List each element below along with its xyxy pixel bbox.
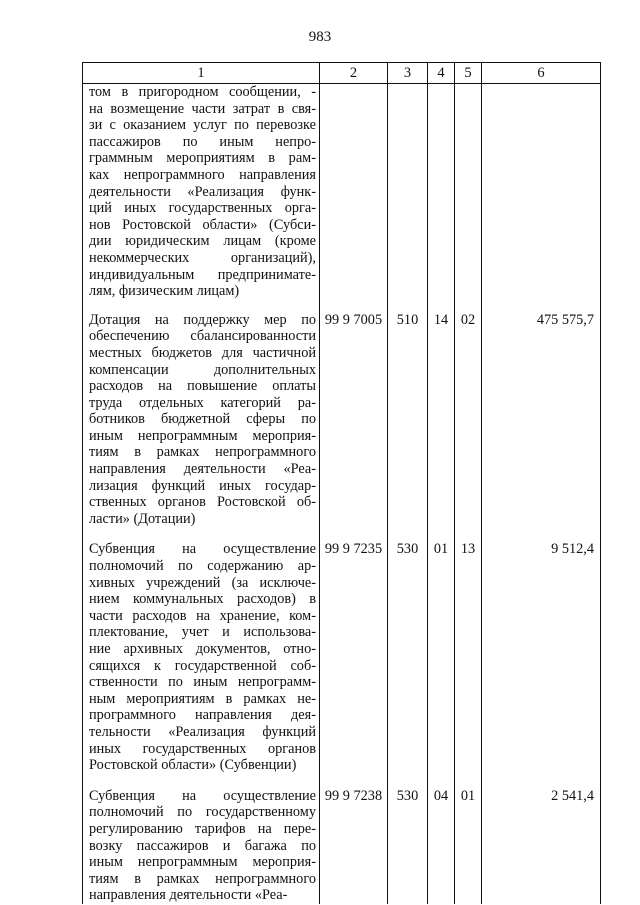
row-amount: 475 575,7	[482, 306, 601, 536]
description-line: регулированию тарифов на пере-	[89, 820, 316, 837]
description-line: тельности «Реализация функций	[89, 723, 316, 740]
description-line: ций иных государственных орга-	[89, 200, 316, 217]
row-col-4: 01	[428, 535, 455, 781]
description-line: зи с оказанием услуг по перевозке	[89, 117, 316, 134]
description-line: плектование, учет и использова-	[89, 624, 316, 641]
description-line: ние архивных документов, отно-	[89, 641, 316, 657]
row-amount: 2 541,4	[482, 782, 601, 904]
description-line: иных государственных органов	[89, 740, 316, 757]
row-col-3: 510	[388, 306, 428, 536]
description-line: труда отдельных категорий ра-	[89, 394, 316, 411]
description-line: сящихся к государственной соб-	[89, 657, 316, 674]
row-col-5: 13	[455, 535, 482, 781]
header-col-2: 2	[320, 63, 388, 84]
description-line: ственности по иным непрограмм-	[89, 674, 316, 691]
row-amount: 9 512,4	[482, 535, 601, 781]
description-line: Дотация на поддержку мер по	[89, 311, 316, 328]
row-col-5: 01	[455, 782, 482, 904]
description-line: хивных учреждений (за исключе-	[89, 574, 316, 591]
description-line: расходов на повышение оплаты	[89, 378, 316, 395]
row-col-3: 530	[388, 782, 428, 904]
row-description	[83, 782, 320, 904]
row-description	[83, 84, 320, 306]
description-line: нием коммунальных расходов) в	[89, 591, 316, 608]
description-line: ственных органов Ростовской об-	[89, 494, 316, 511]
description-line: том в пригородном сообщении, -	[89, 84, 316, 100]
description-line: местных бюджетов для частичной	[89, 344, 316, 361]
description-line: направления деятельности «Реа-	[89, 887, 288, 904]
row-col-3: 530	[388, 535, 428, 781]
description-line: возку пассажиров и багажа по	[89, 837, 316, 854]
header-col-1: 1	[83, 63, 320, 84]
description-line: полномочий по содержанию ар-	[89, 558, 316, 575]
table-row	[83, 84, 601, 306]
description-line: на возмещение части затрат в свя-	[89, 100, 316, 117]
budget-table	[82, 62, 601, 904]
row-code	[320, 84, 388, 306]
row-col-4: 04	[428, 782, 455, 904]
table-row	[83, 306, 601, 536]
description-line: иным непрограммным мероприя-	[89, 427, 316, 444]
description-line: лям, физическим лицам)	[89, 283, 240, 300]
row-col-3	[388, 84, 428, 306]
description-line: направления деятельности «Реа-	[89, 461, 316, 478]
description-line: иным непрограммным мероприя-	[89, 854, 316, 871]
description-line: части расходов на хранение, ком-	[89, 607, 316, 624]
description-line: тиям в рамках непрограммного	[89, 870, 316, 887]
row-amount	[482, 84, 601, 306]
description-line: ках непрограммного направления	[89, 166, 316, 183]
description-line: лизация функций иных государ-	[89, 477, 316, 494]
description-line: тиям в рамках непрограммного	[89, 444, 316, 461]
description-line: ным мероприятиям в рамках не-	[89, 690, 316, 707]
description-line: пассажиров по иным непро-	[89, 133, 316, 150]
row-code: 99 9 7235	[320, 535, 388, 781]
description-line: Субвенция на осуществление	[89, 787, 316, 804]
header-col-3: 3	[388, 63, 428, 84]
description-line: граммным мероприятиям в рам-	[89, 150, 316, 167]
row-code: 99 9 7238	[320, 782, 388, 904]
description-line: ботников бюджетной сферы по	[89, 411, 316, 428]
row-col-4: 14	[428, 306, 455, 536]
table-row	[83, 535, 601, 781]
row-code: 99 9 7005	[320, 306, 388, 536]
page-number: 983	[308, 29, 332, 45]
table-header-row	[83, 63, 601, 84]
row-description	[83, 306, 320, 536]
table-row	[83, 782, 601, 904]
description-line: ласти» (Дотации)	[89, 510, 196, 527]
header-col-6: 6	[482, 63, 601, 84]
row-description	[83, 535, 320, 781]
description-line: дии юридическим лицам (кроме	[89, 233, 316, 250]
header-col-5: 5	[455, 63, 482, 84]
description-line: программного направления дея-	[89, 707, 316, 724]
description-line: некоммерческих организаций),	[89, 249, 316, 266]
description-line: компенсации дополнительных	[89, 361, 316, 378]
row-col-5	[455, 84, 482, 306]
description-line: индивидуальным предпринимате-	[89, 266, 316, 283]
row-col-4	[428, 84, 455, 306]
description-line: нов Ростовской области» (Субси-	[89, 216, 316, 233]
description-line: полномочий по государственному	[89, 804, 316, 821]
description-line: деятельности «Реализация функ-	[89, 183, 316, 200]
description-line: обеспечению сбалансированности	[89, 328, 316, 345]
description-line: Ростовской области» (Субвенции)	[89, 757, 297, 774]
row-col-5: 02	[455, 306, 482, 536]
description-line: Субвенция на осуществление	[89, 541, 316, 558]
header-col-4: 4	[428, 63, 455, 84]
